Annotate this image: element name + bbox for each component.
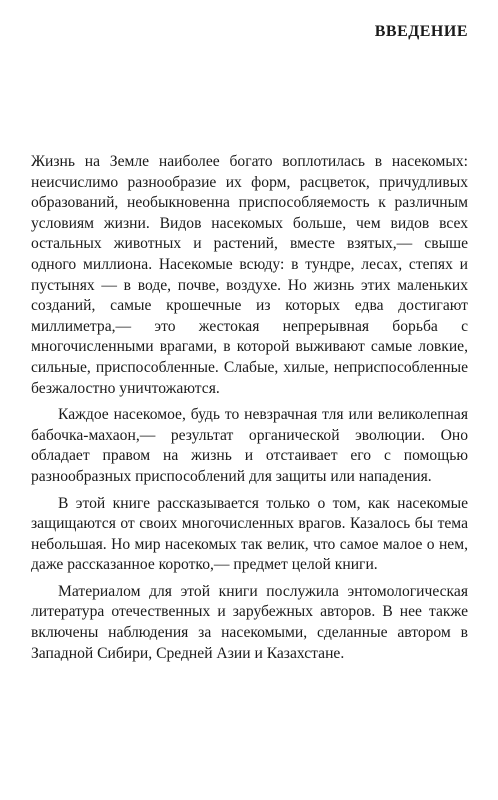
paragraph-2: Каждое насекомое, будь то невзрачная тля или великолепная бабочка-махаон,— результат органической эволюции. Оно обладает правом на жизнь и отстаивает его с помощью разнообразных приспособлений для защиты или нападения.: [31, 406, 468, 485]
body-text: [31, 152, 468, 670]
chapter-heading: ВВЕДЕНИЕ: [374, 23, 468, 40]
paragraph-1: Жизнь на Земле наиболее богато воплотилась в насекомых: неисчислимо разнообразие их форм, расцветок, причудливых образований, необыкновенна приспособляемость к различным условиям жизни. Видов насекомых больше, чем видов всех остальных животных и растений, вместе взятых,— свыше одного миллиона. Насекомые всюду: в тундре, лесах, степях и пустынях — в воде, почве, воздухе. Но жизнь этих маленьких созданий, самые крошечные из которых едва достигают миллиметра,— это жестокая непрерывная борьба с многочисленными врагами, в которой выживают самые ловкие, сильные, приспособленные. Слабые, хилые, неприспособленные безжалостно уничтожаются.: [31, 153, 468, 397]
paragraph-4: Материалом для этой книги послужила энтомологическая литература отечественных и зарубежных авторов. В нее также включены наблюдения за насекомыми, сделанные автором в Западной Сибири, Средней Азии и Казахстане.: [31, 582, 468, 662]
paragraph-3: В этой книге рассказывается только о том, как насекомые защищаются от своих многочисленных врагов. Казалось бы тема небольшая. Но мир насекомых так велик, что самое малое о нем, даже рассказанное коротко,— предмет целой книги.: [31, 494, 468, 574]
